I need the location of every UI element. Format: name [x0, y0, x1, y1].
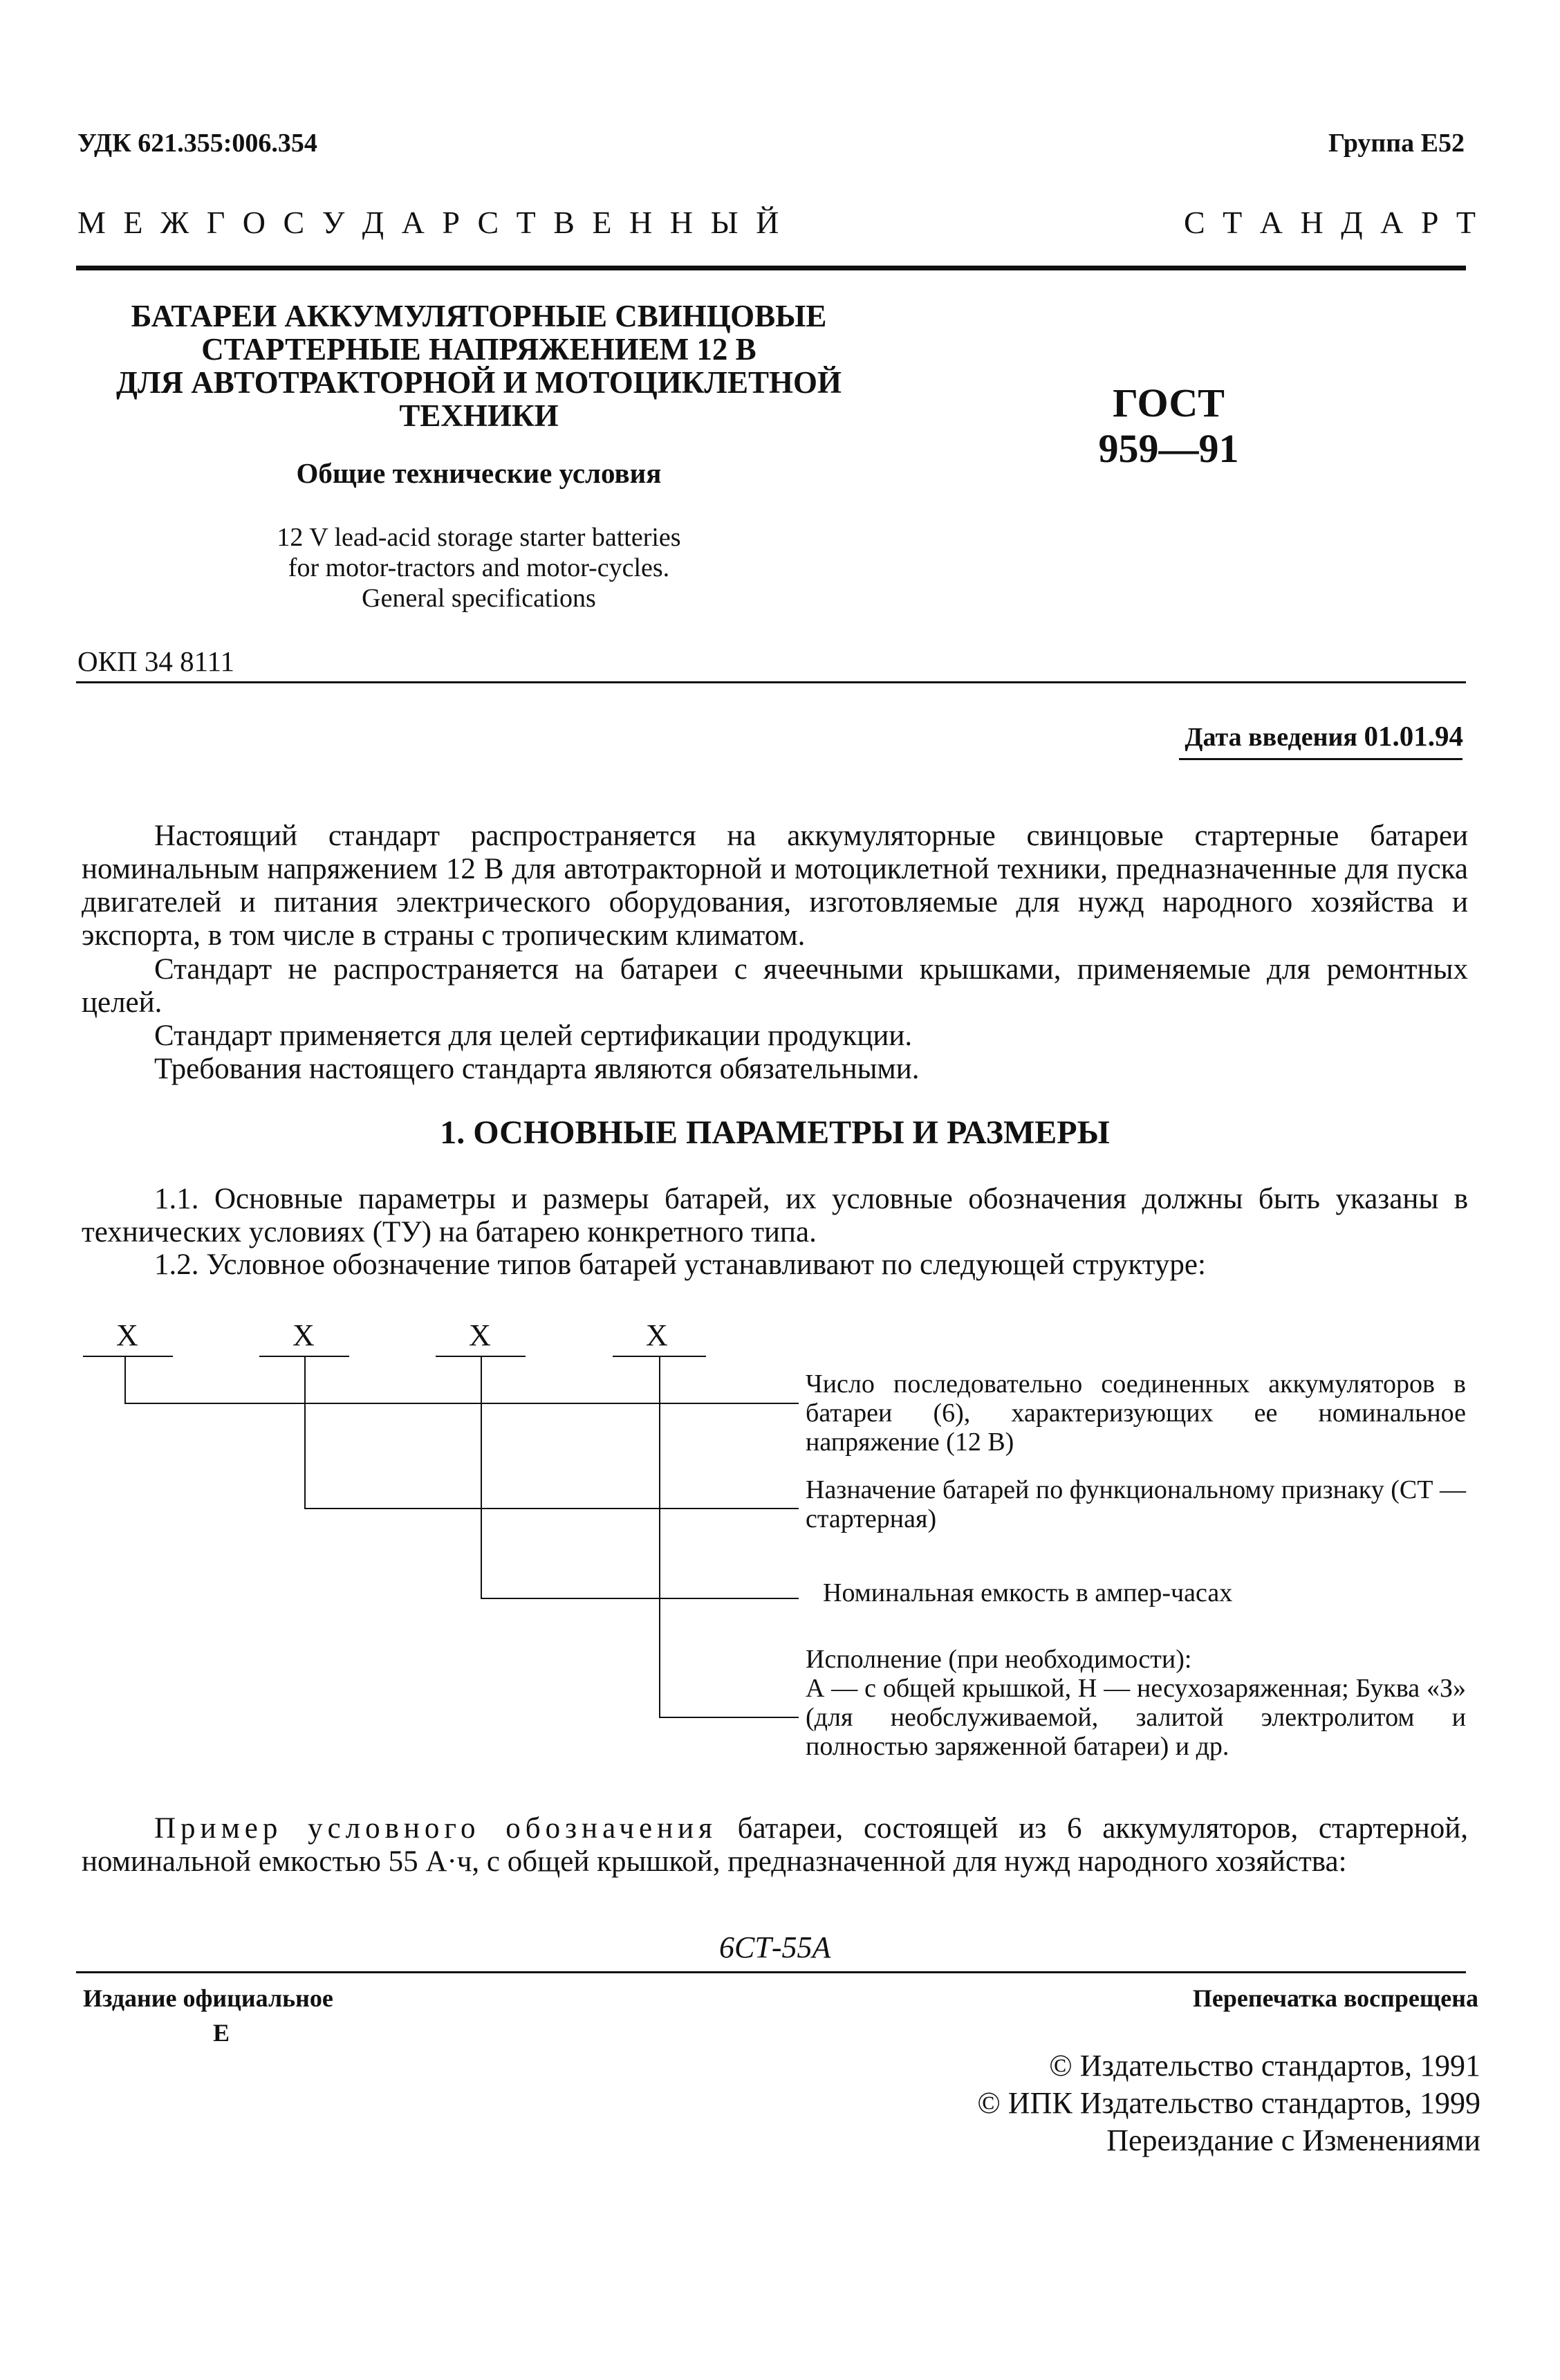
gost-number — [1051, 380, 1286, 472]
leader-horizontal-4 — [659, 1717, 799, 1718]
title-line-2: СТАРТЕРНЫЕ НАПРЯЖЕНИЕМ 12 В — [201, 332, 756, 367]
intro-date — [1185, 719, 1463, 753]
label-function: Назначение батарей по функциональному признаку (СТ — стартерная) — [806, 1475, 1466, 1533]
reissue-note: Переиздание с Изменениями — [1106, 2123, 1480, 2157]
label-capacity: Номинальная емкость в ампер-часах — [823, 1578, 1233, 1607]
header-rule — [76, 266, 1466, 270]
example-paragraph: Пример условного обозначения батареи, состоящей из 6 аккумуляторов, стартерной, номинальной емкостью 55 А·ч, с общей крышкой, предназначенной для нужд народного хозяйства: — [82, 1812, 1468, 1878]
okp-code: ОКП 34 8111 — [77, 645, 235, 677]
placeholder-x-3: Х — [469, 1318, 491, 1352]
placeholder-x-1: Х — [116, 1318, 138, 1352]
date-underline — [1179, 758, 1463, 760]
leader-vertical-2 — [304, 1357, 306, 1509]
reprint-notice: Перепечатка воспрещена — [1192, 1984, 1478, 2012]
copyright-1999: © ИПК Издательство стандартов, 1999 — [977, 2086, 1480, 2120]
paragraph-1-2: 1.2. Условное обозначение типов батарей устанавливают по следующей структуре: — [154, 1248, 1206, 1281]
intro-paragraph-3: Стандарт применяется для целей сертификации продукции. — [154, 1020, 913, 1052]
english-line-3: General specifications — [362, 584, 596, 613]
document-title — [104, 299, 854, 432]
english-line-2: for motor-tractors and motor-cycles. — [288, 553, 670, 582]
official-edition: Издание официальное — [83, 1984, 333, 2012]
leader-horizontal-3 — [481, 1598, 799, 1599]
banner-right: С Т А Н Д А Р Т — [1184, 205, 1483, 240]
leader-horizontal-1 — [124, 1403, 799, 1404]
footer-rule — [76, 1971, 1466, 1973]
edition-letter: Е — [213, 2019, 230, 2047]
title-line-3: ДЛЯ АВТОТРАКТОРНОЙ И МОТОЦИКЛЕТНОЙ — [116, 365, 842, 400]
udk-code: УДК 621.355:006.354 — [77, 129, 317, 158]
english-title — [104, 522, 854, 614]
title-rule — [76, 681, 1466, 683]
leader-horizontal-2 — [304, 1508, 799, 1509]
intro-paragraph-1: Настоящий стандарт распространяется на аккумуляторные свинцовые стартерные батареи номинальным напряжением 12 В для автотракторной и мотоциклетной техники, предназначенные для пуска двигателей и питания электрического оборудования, изготовляемые для нужд народного хозяйства и экспорта, в том числе в страны с тропическим климатом. — [82, 820, 1468, 952]
placeholder-x-4: Х — [646, 1318, 668, 1352]
gost-code: 959—91 — [1098, 426, 1239, 471]
group-code: Группа Е52 — [1328, 129, 1465, 158]
intro-date-label: Дата введения — [1185, 723, 1357, 752]
intro-paragraph-2: Стандарт не распространяется на батареи с ячеечными крышками, применяемые для ремонтных целей. — [82, 953, 1468, 1019]
title-line-4: ТЕХНИКИ — [399, 398, 559, 433]
leader-vertical-3 — [481, 1357, 482, 1599]
intro-date-value: 01.01.94 — [1364, 720, 1463, 752]
underline-x-1 — [83, 1356, 173, 1357]
paragraph-1-1: 1.1. Основные параметры и размеры батарей, их условные обозначения должны быть указаны в технических условиях (ТУ) на батарею конкретного типа. — [82, 1183, 1468, 1248]
copyright-1991: © Издательство стандартов, 1991 — [1049, 2049, 1480, 2083]
label-execution-details: А — с общей крышкой, Н — несухозаряженная; Буква «З» (для необслуживаемой, залитой электролитом и полностью заряженной батареи) и др. — [806, 1674, 1466, 1761]
leader-vertical-1 — [124, 1357, 126, 1404]
banner-left: М Е Ж Г О С У Д А Р С Т В Е Н Н Ы Й — [77, 205, 786, 240]
english-line-1: 12 V lead-acid storage starter batteries — [277, 523, 681, 552]
placeholder-x-2: Х — [292, 1318, 315, 1352]
title-line-1: БАТАРЕИ АККУМУЛЯТОРНЫЕ СВИНЦОВЫЕ — [131, 299, 827, 333]
leader-vertical-4 — [659, 1357, 660, 1718]
section-1-title: 1. ОСНОВНЫЕ ПАРАМЕТРЫ И РАЗМЕРЫ — [440, 1114, 1110, 1151]
gost-label: ГОСТ — [1113, 380, 1225, 425]
example-label: Пример условного обозначения — [154, 1812, 717, 1845]
intro-paragraph-4: Требования настоящего стандарта являются обязательными. — [154, 1053, 920, 1085]
label-cell-count: Число последовательно соединенных аккумуляторов в батареи (6), характеризующих ее номинальное напряжение (12 В) — [806, 1369, 1466, 1457]
example-code: 6СТ-55А — [719, 1930, 831, 1964]
subtitle: Общие технические условия — [296, 457, 662, 489]
label-execution-heading: Исполнение (при необходимости): — [806, 1645, 1192, 1674]
